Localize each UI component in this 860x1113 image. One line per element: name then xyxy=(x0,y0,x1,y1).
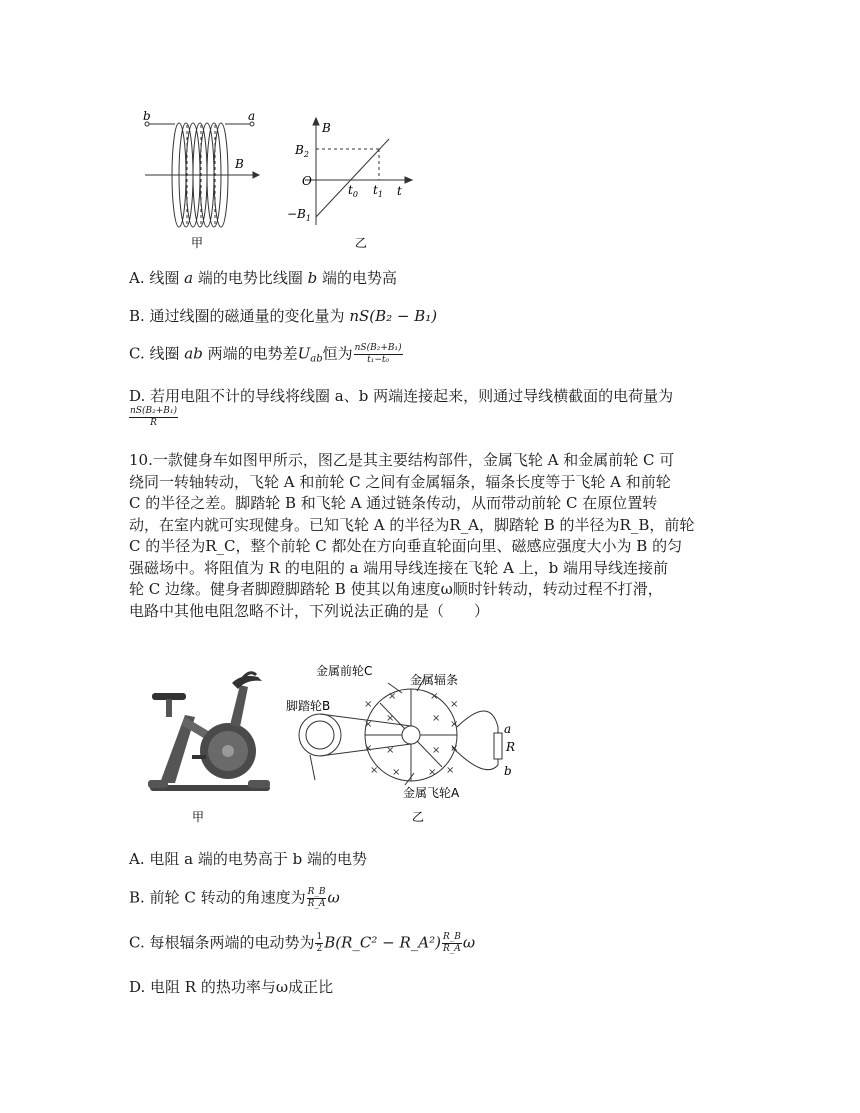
svg-text:×: × xyxy=(364,699,373,710)
svg-text:×: × xyxy=(392,767,401,778)
graph-axis-t: t xyxy=(397,184,402,198)
q9-d-fraction xyxy=(129,406,178,429)
q9-d-den: R xyxy=(150,418,157,428)
q10-line: 轮 C 边缘。健身者脚蹬脚踏轮 B 使其以角速度ω顺时针转动，转动过程不打滑， xyxy=(129,580,663,598)
svg-text:×: × xyxy=(450,719,459,730)
q9-c-text1: C. 线圈 xyxy=(129,344,185,363)
q9-a-text2: 端的电势比线圈 xyxy=(193,269,308,287)
q10-c-expr: B(R_C² − R_A²) xyxy=(324,933,441,952)
svg-text:×: × xyxy=(428,767,437,778)
fig1-caption-right: 乙 xyxy=(355,236,368,250)
svg-text:×: × xyxy=(432,745,441,756)
q9-a-var1: a xyxy=(184,269,194,287)
q10-c-half-num: 1 xyxy=(316,932,323,942)
q9-c-fraction xyxy=(354,343,403,366)
figure-coil-and-graph xyxy=(135,105,425,250)
q10-line: 绕同一转轴转动，飞轮 A 和前轮 C 之间有金属辐条，辐条长度等于飞轮 A 和前轮 xyxy=(129,472,671,491)
fig2-caption-left: 甲 xyxy=(192,810,205,824)
q9-c-var: ab xyxy=(184,344,203,363)
coil-label-B: B xyxy=(235,157,244,171)
graph-B2: $B_2$ xyxy=(295,143,309,159)
label-b: b xyxy=(504,764,512,778)
q9-c-den: t₁−t₀ xyxy=(367,355,390,365)
q10-line: 电路中其他电阻忽略不计，下列说法正确的是（ ） xyxy=(129,601,490,620)
label-front-wheel: 金属前轮C xyxy=(316,664,373,678)
coil-drawing xyxy=(145,122,259,227)
bike-schematic xyxy=(299,677,502,785)
fig2-caption-right: 乙 xyxy=(412,810,425,824)
q9-c-U: U xyxy=(297,344,311,363)
q9-option-d xyxy=(129,386,673,429)
svg-text:×: × xyxy=(386,713,395,724)
q10-option-a: A. 电阻 a 端的电势高于 b 端的电势 xyxy=(129,850,367,868)
svg-text:×: × xyxy=(432,713,441,724)
q10-line: 动，在室内就可实现健身。已知飞轮 A 的半径为R_A，脚踏轮 B 的半径为R_B，前轮 xyxy=(129,515,695,534)
q9-c-num: nS(B₂+B₁) xyxy=(354,343,402,353)
graph-axis-B: B xyxy=(322,121,331,135)
q10-c-half xyxy=(315,932,323,955)
q10-b-text: B. 前轮 C 转动的角速度为 xyxy=(129,888,306,907)
graph-negB1: $-B_1$ xyxy=(287,207,311,223)
q10-b-num: R_B xyxy=(307,887,326,897)
label-flywheel: 金属飞轮A xyxy=(403,786,460,800)
q9-option-a xyxy=(129,268,397,288)
fig1-caption-left: 甲 xyxy=(191,236,204,250)
q10-c-num: R_B xyxy=(442,932,461,942)
q9-b-text: B. 通过线圈的磁通量的变化量为 xyxy=(129,307,350,325)
svg-text:×: × xyxy=(446,765,455,776)
label-pedal-wheel: 脚踏轮B xyxy=(286,699,331,713)
bike-illustration xyxy=(148,673,270,791)
label-spoke: 金属辐条 xyxy=(410,673,459,687)
q10-line: C 的半径为R_C，整个前轮 C 都处在方向垂直轮面向里、磁感应强度大小为 B 的匀 xyxy=(129,537,683,555)
svg-text:×: × xyxy=(370,765,379,776)
q10-option-d: D. 电阻 R 的热功率与ω成正比 xyxy=(129,978,334,996)
svg-text:×: × xyxy=(386,745,395,756)
graph-origin: O xyxy=(302,174,312,188)
label-R: R xyxy=(506,740,516,754)
q9-a-text1: A. 线圈 xyxy=(129,269,185,287)
coil-label-b: b xyxy=(143,109,151,123)
graph-t0: $t_0$ xyxy=(348,183,358,199)
q10-c-half-den: 2 xyxy=(316,944,323,954)
svg-text:×: × xyxy=(388,691,397,702)
q10-line: 10.一款健身车如图甲所示，图乙是其主要结构部件，金属飞轮 A 和金属前轮 C 可 xyxy=(129,451,675,469)
q9-d-num: nS(B₂+B₁) xyxy=(130,406,177,416)
q9-c-text3: 恒为 xyxy=(322,344,353,363)
coil-label-a: a xyxy=(248,109,256,123)
q10-stem xyxy=(129,450,741,622)
q9-a-var2: b xyxy=(307,269,318,287)
q10-line: 强磁场中。将阻值为 R 的电阻的 a 端用导线连接在飞轮 A 上，b 端用导线连接前 xyxy=(129,558,669,577)
svg-text:×: × xyxy=(450,699,459,710)
q10-b-omega: ω xyxy=(327,888,340,907)
q9-option-b xyxy=(129,306,437,326)
q10-option-b xyxy=(129,887,340,910)
q10-line: C 的半径之差。脚踏轮 B 和飞轮 A 通过链条传动，从而带动前轮 C 在原位置转 xyxy=(129,494,658,512)
q10-c-text: C. 每根辐条两端的电动势为 xyxy=(129,933,315,952)
q9-option-c xyxy=(129,343,404,370)
label-a: a xyxy=(504,722,512,736)
q10-option-c xyxy=(129,932,475,955)
q10-b-den: R_A xyxy=(307,899,326,909)
q9-d-text: D. 若用电阻不计的导线将线圈 a、b 两端连接起来，则通过导线横截面的电荷量为 xyxy=(129,387,674,405)
svg-text:×: × xyxy=(364,719,373,730)
svg-text:×: × xyxy=(364,743,373,754)
q9-c-text2: 两端的电势差 xyxy=(202,344,298,363)
svg-text:×: × xyxy=(450,743,459,754)
figure-bike-and-schematic xyxy=(130,655,530,830)
q9-a-text3: 端的电势高 xyxy=(317,269,398,287)
q10-c-den: R_A xyxy=(443,944,461,954)
q10-b-fraction xyxy=(307,887,327,910)
q10-c-omega: ω xyxy=(462,933,476,952)
q9-c-U-sub: ab xyxy=(310,353,323,365)
q9-b-expr: nS(B₂ − B₁) xyxy=(349,307,438,325)
svg-text:×: × xyxy=(430,691,439,702)
q10-c-fraction xyxy=(442,932,462,955)
graph-t1: $t_1$ xyxy=(373,183,383,199)
